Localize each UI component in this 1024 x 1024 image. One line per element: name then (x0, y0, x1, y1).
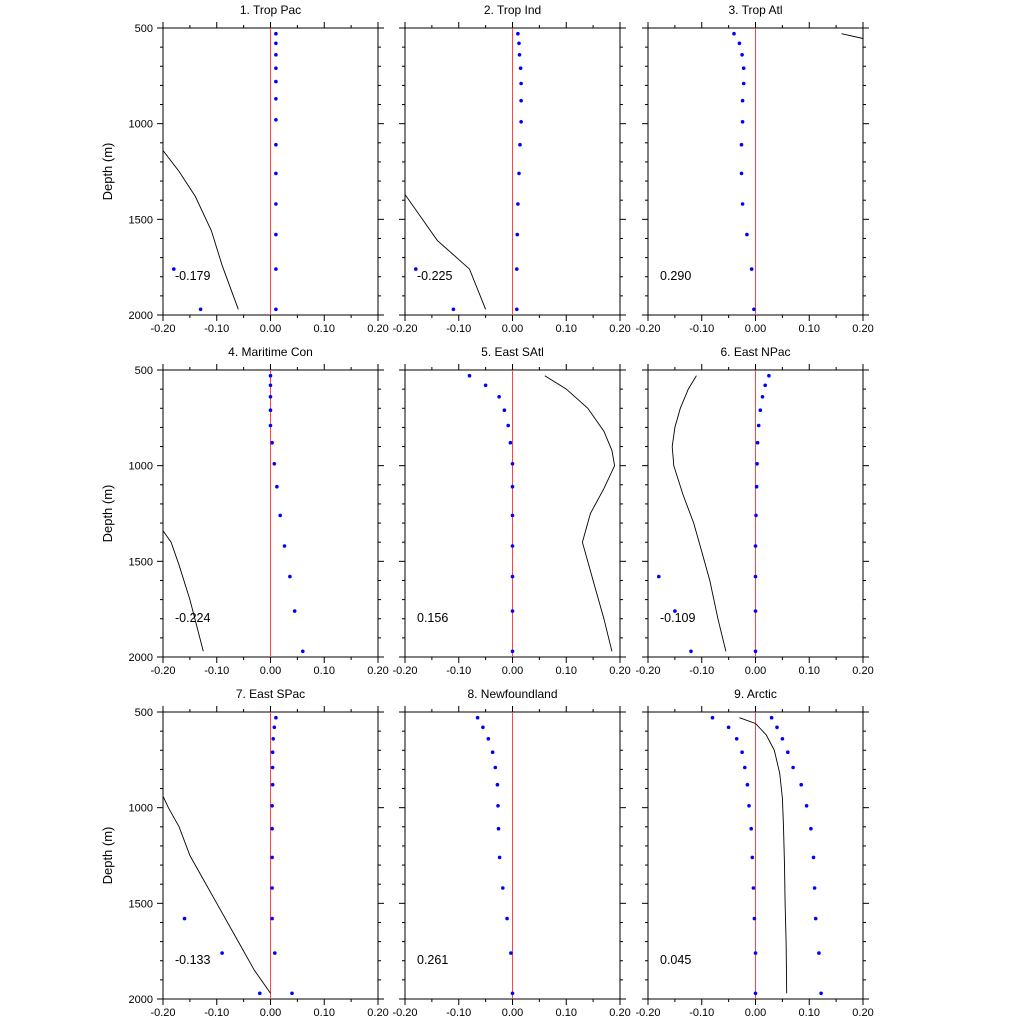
y-axis-label: Depth (m) (100, 484, 115, 543)
data-point (511, 462, 515, 466)
data-point (274, 42, 278, 46)
x-tick-label: 0.00 (501, 1007, 524, 1019)
data-point (509, 951, 513, 955)
y-tick-label: 1000 (128, 802, 153, 815)
data-point (756, 441, 760, 445)
y-tick-label: 2000 (128, 310, 153, 322)
data-point (812, 856, 816, 860)
x-tick-label: -0.20 (392, 665, 418, 677)
data-point (759, 408, 763, 412)
data-point (484, 384, 488, 388)
data-point (271, 766, 275, 770)
data-point (505, 917, 509, 921)
correlation-label: 0.290 (660, 269, 692, 283)
data-point (509, 441, 513, 445)
data-point (506, 424, 510, 428)
data-point (767, 374, 771, 378)
data-point (735, 737, 739, 741)
x-tick-label: 0.20 (609, 665, 631, 677)
x-tick-label: 0.10 (798, 323, 820, 335)
data-point (754, 544, 758, 548)
data-point (761, 395, 765, 399)
panel-6 (635, 345, 873, 677)
data-point (745, 233, 749, 237)
correlation-label: -0.133 (175, 953, 211, 967)
data-point (476, 716, 480, 720)
y-axis-label: Depth (m) (100, 826, 115, 885)
data-point (273, 726, 277, 730)
data-point (258, 992, 262, 996)
data-point (791, 766, 795, 770)
x-tick-label: -0.20 (392, 1007, 418, 1019)
data-point (741, 99, 745, 103)
x-tick-label: -0.10 (204, 323, 230, 335)
data-point (809, 827, 813, 831)
data-point (271, 737, 275, 741)
data-point (515, 308, 519, 312)
y-tick-label: 2000 (128, 652, 153, 664)
x-tick-label: 0.00 (744, 323, 767, 335)
data-point (763, 384, 767, 388)
data-point (813, 886, 817, 890)
x-tick-label: 0.20 (367, 323, 389, 335)
data-point (519, 99, 523, 103)
panel-title: 3. Trop Atl (728, 3, 783, 17)
data-point (754, 992, 758, 996)
data-point (271, 783, 275, 787)
data-point (274, 66, 278, 70)
x-tick-label: 0.00 (501, 665, 524, 677)
data-point (183, 917, 187, 921)
y-tick-label: 2000 (128, 994, 153, 1006)
correlation-label: -0.109 (660, 611, 696, 625)
data-point (752, 886, 756, 890)
data-point (732, 32, 736, 36)
correlation-label: 0.261 (417, 953, 449, 967)
x-tick-label: -0.10 (689, 665, 715, 677)
data-point (819, 992, 823, 996)
data-point (751, 856, 755, 860)
data-point (754, 514, 758, 518)
data-point (781, 737, 785, 741)
x-tick-label: 0.20 (609, 1007, 631, 1019)
data-point (274, 80, 278, 84)
data-point (519, 66, 523, 70)
data-point (269, 424, 273, 428)
data-point (496, 804, 500, 808)
panel-8 (392, 687, 630, 1019)
data-point (274, 308, 278, 312)
x-tick-label: -0.20 (635, 323, 661, 335)
x-tick-label: -0.20 (150, 323, 176, 335)
data-point (752, 308, 756, 312)
data-point (274, 202, 278, 206)
data-point (278, 514, 282, 518)
x-tick-label: 0.00 (259, 1007, 282, 1019)
data-point (274, 118, 278, 122)
y-tick-label: 1500 (128, 214, 153, 227)
data-point (491, 750, 495, 754)
data-point (274, 172, 278, 176)
data-point (742, 66, 746, 70)
data-point (517, 172, 521, 176)
y-tick-label: 1500 (128, 556, 153, 569)
x-tick-label: 0.20 (852, 665, 874, 677)
x-tick-label: 0.00 (259, 665, 282, 677)
panel-9 (635, 687, 873, 1019)
profile-line (163, 151, 238, 310)
panel-title: 4. Maritime Con (228, 345, 313, 359)
data-point (746, 783, 750, 787)
data-point (770, 716, 774, 720)
x-tick-label: -0.20 (150, 1007, 176, 1019)
data-point (270, 856, 274, 860)
data-point (270, 886, 274, 890)
data-point (270, 804, 274, 808)
panel-5 (392, 345, 630, 677)
panel-title: 8. Newfoundland (467, 687, 558, 701)
x-tick-label: 0.10 (313, 665, 335, 677)
y-axis-labels (100, 143, 115, 885)
x-tick-label: 0.10 (555, 665, 577, 677)
x-tick-label: 0.00 (744, 665, 767, 677)
x-tick-label: 0.10 (555, 1007, 577, 1019)
panel-2 (392, 3, 630, 335)
data-point (747, 804, 751, 808)
data-point (511, 514, 515, 518)
data-point (270, 827, 274, 831)
data-point (738, 42, 742, 46)
data-point (220, 951, 224, 955)
data-point (754, 575, 758, 579)
data-point (288, 575, 292, 579)
profile-line (739, 718, 786, 994)
data-point (274, 233, 278, 237)
panel-title: 7. East SPac (235, 687, 306, 701)
data-point (497, 827, 501, 831)
data-point (503, 408, 507, 412)
x-tick-label: -0.10 (204, 1007, 230, 1019)
data-point (775, 726, 779, 730)
x-tick-label: 0.10 (798, 1007, 820, 1019)
correlation-label: -0.225 (417, 269, 453, 283)
data-point (755, 462, 759, 466)
correlation-label: -0.179 (175, 269, 211, 283)
x-tick-label: 0.10 (313, 323, 335, 335)
data-point (516, 202, 520, 206)
data-point (270, 441, 274, 445)
data-point (805, 804, 809, 808)
y-tick-label: 1000 (128, 118, 153, 131)
x-tick-label: 0.00 (744, 1007, 767, 1019)
data-point (274, 267, 278, 271)
data-point (711, 716, 715, 720)
panels-layer (129, 3, 874, 1019)
data-point (274, 143, 278, 147)
x-tick-label: 0.20 (367, 1007, 389, 1019)
data-point (740, 53, 744, 57)
x-tick-label: -0.20 (635, 1007, 661, 1019)
data-point (757, 424, 761, 428)
correlation-label: 0.156 (417, 611, 449, 625)
data-point (496, 783, 500, 787)
y-tick-label: 500 (134, 23, 153, 35)
x-tick-label: -0.10 (689, 323, 715, 335)
data-point (274, 32, 278, 36)
profile-line (672, 376, 726, 652)
y-tick-label: 1500 (128, 898, 153, 911)
data-point (274, 97, 278, 101)
data-point (501, 886, 505, 890)
data-point (511, 544, 515, 548)
data-point (817, 951, 821, 955)
x-tick-label: 0.00 (501, 323, 524, 335)
x-tick-label: -0.20 (635, 665, 661, 677)
panel-title: 5. East SAtl (481, 345, 544, 359)
data-point (519, 82, 523, 86)
data-point (452, 308, 456, 312)
data-point (494, 766, 498, 770)
data-point (269, 374, 273, 378)
data-point (273, 462, 277, 466)
data-point (518, 53, 522, 57)
profile-line (545, 376, 615, 652)
y-tick-label: 500 (134, 707, 153, 719)
data-point (199, 308, 203, 312)
data-point (516, 233, 520, 237)
panel-3 (635, 3, 873, 335)
data-point (274, 53, 278, 57)
data-point (498, 856, 502, 860)
x-tick-label: -0.10 (446, 323, 472, 335)
data-point (750, 267, 754, 271)
correlation-label: 0.045 (660, 953, 692, 967)
panel-title: 6. East NPac (720, 345, 791, 359)
data-point (511, 575, 515, 579)
panel-1 (129, 3, 389, 335)
data-point (754, 609, 758, 613)
data-point (754, 951, 758, 955)
x-tick-label: 0.20 (852, 1007, 874, 1019)
data-point (741, 120, 745, 124)
data-point (511, 650, 515, 654)
data-point (481, 726, 485, 730)
data-point (511, 609, 515, 613)
data-point (689, 650, 693, 654)
x-tick-label: -0.10 (446, 1007, 472, 1019)
data-point (269, 384, 273, 388)
x-tick-label: 0.10 (798, 665, 820, 677)
data-point (271, 750, 275, 754)
panel-title: 9. Arctic (734, 687, 777, 701)
y-tick-label: 1000 (128, 460, 153, 473)
data-point (273, 951, 277, 955)
data-point (511, 992, 515, 996)
data-point (511, 485, 515, 489)
data-point (270, 917, 274, 921)
data-point (519, 120, 523, 124)
data-point (740, 750, 744, 754)
data-point (727, 726, 731, 730)
data-point (749, 827, 753, 831)
x-tick-label: 0.20 (609, 323, 631, 335)
data-point (269, 395, 273, 399)
correlation-label: -0.224 (175, 611, 211, 625)
data-point (515, 267, 519, 271)
x-tick-label: 0.10 (313, 1007, 335, 1019)
data-point (740, 172, 744, 176)
panel-7 (129, 687, 389, 1019)
profile-line (842, 34, 864, 39)
data-point (754, 650, 758, 654)
panel-4 (129, 345, 389, 677)
data-point (269, 408, 273, 412)
data-point (742, 82, 746, 86)
data-point (293, 609, 297, 613)
data-point (487, 737, 491, 741)
data-point (275, 485, 279, 489)
profile-line (163, 531, 203, 652)
data-point (657, 575, 661, 579)
data-point (741, 202, 745, 206)
data-point (516, 32, 520, 36)
data-point (740, 143, 744, 147)
x-tick-label: 0.10 (555, 323, 577, 335)
data-point (753, 917, 757, 921)
x-tick-label: -0.20 (150, 665, 176, 677)
x-tick-label: -0.20 (392, 323, 418, 335)
x-tick-label: -0.10 (446, 665, 472, 677)
panel-title: 2. Trop Ind (483, 3, 542, 17)
data-point (743, 766, 747, 770)
x-tick-label: 0.00 (259, 323, 282, 335)
x-tick-label: 0.20 (852, 323, 874, 335)
data-point (497, 395, 501, 399)
panel-title: 1. Trop Pac (239, 3, 302, 17)
data-point (290, 992, 294, 996)
y-axis-label: Depth (m) (100, 142, 115, 201)
data-point (301, 650, 305, 654)
data-point (814, 917, 818, 921)
data-point (755, 485, 759, 489)
x-tick-label: -0.10 (204, 665, 230, 677)
data-point (468, 374, 472, 378)
data-point (283, 544, 287, 548)
data-point (786, 750, 790, 754)
profile-line (405, 195, 486, 310)
x-tick-label: 0.20 (367, 665, 389, 677)
x-tick-label: -0.10 (689, 1007, 715, 1019)
data-point (517, 42, 521, 46)
data-point (799, 783, 803, 787)
data-point (274, 716, 278, 720)
data-point (518, 143, 522, 147)
y-tick-label: 500 (134, 365, 153, 377)
